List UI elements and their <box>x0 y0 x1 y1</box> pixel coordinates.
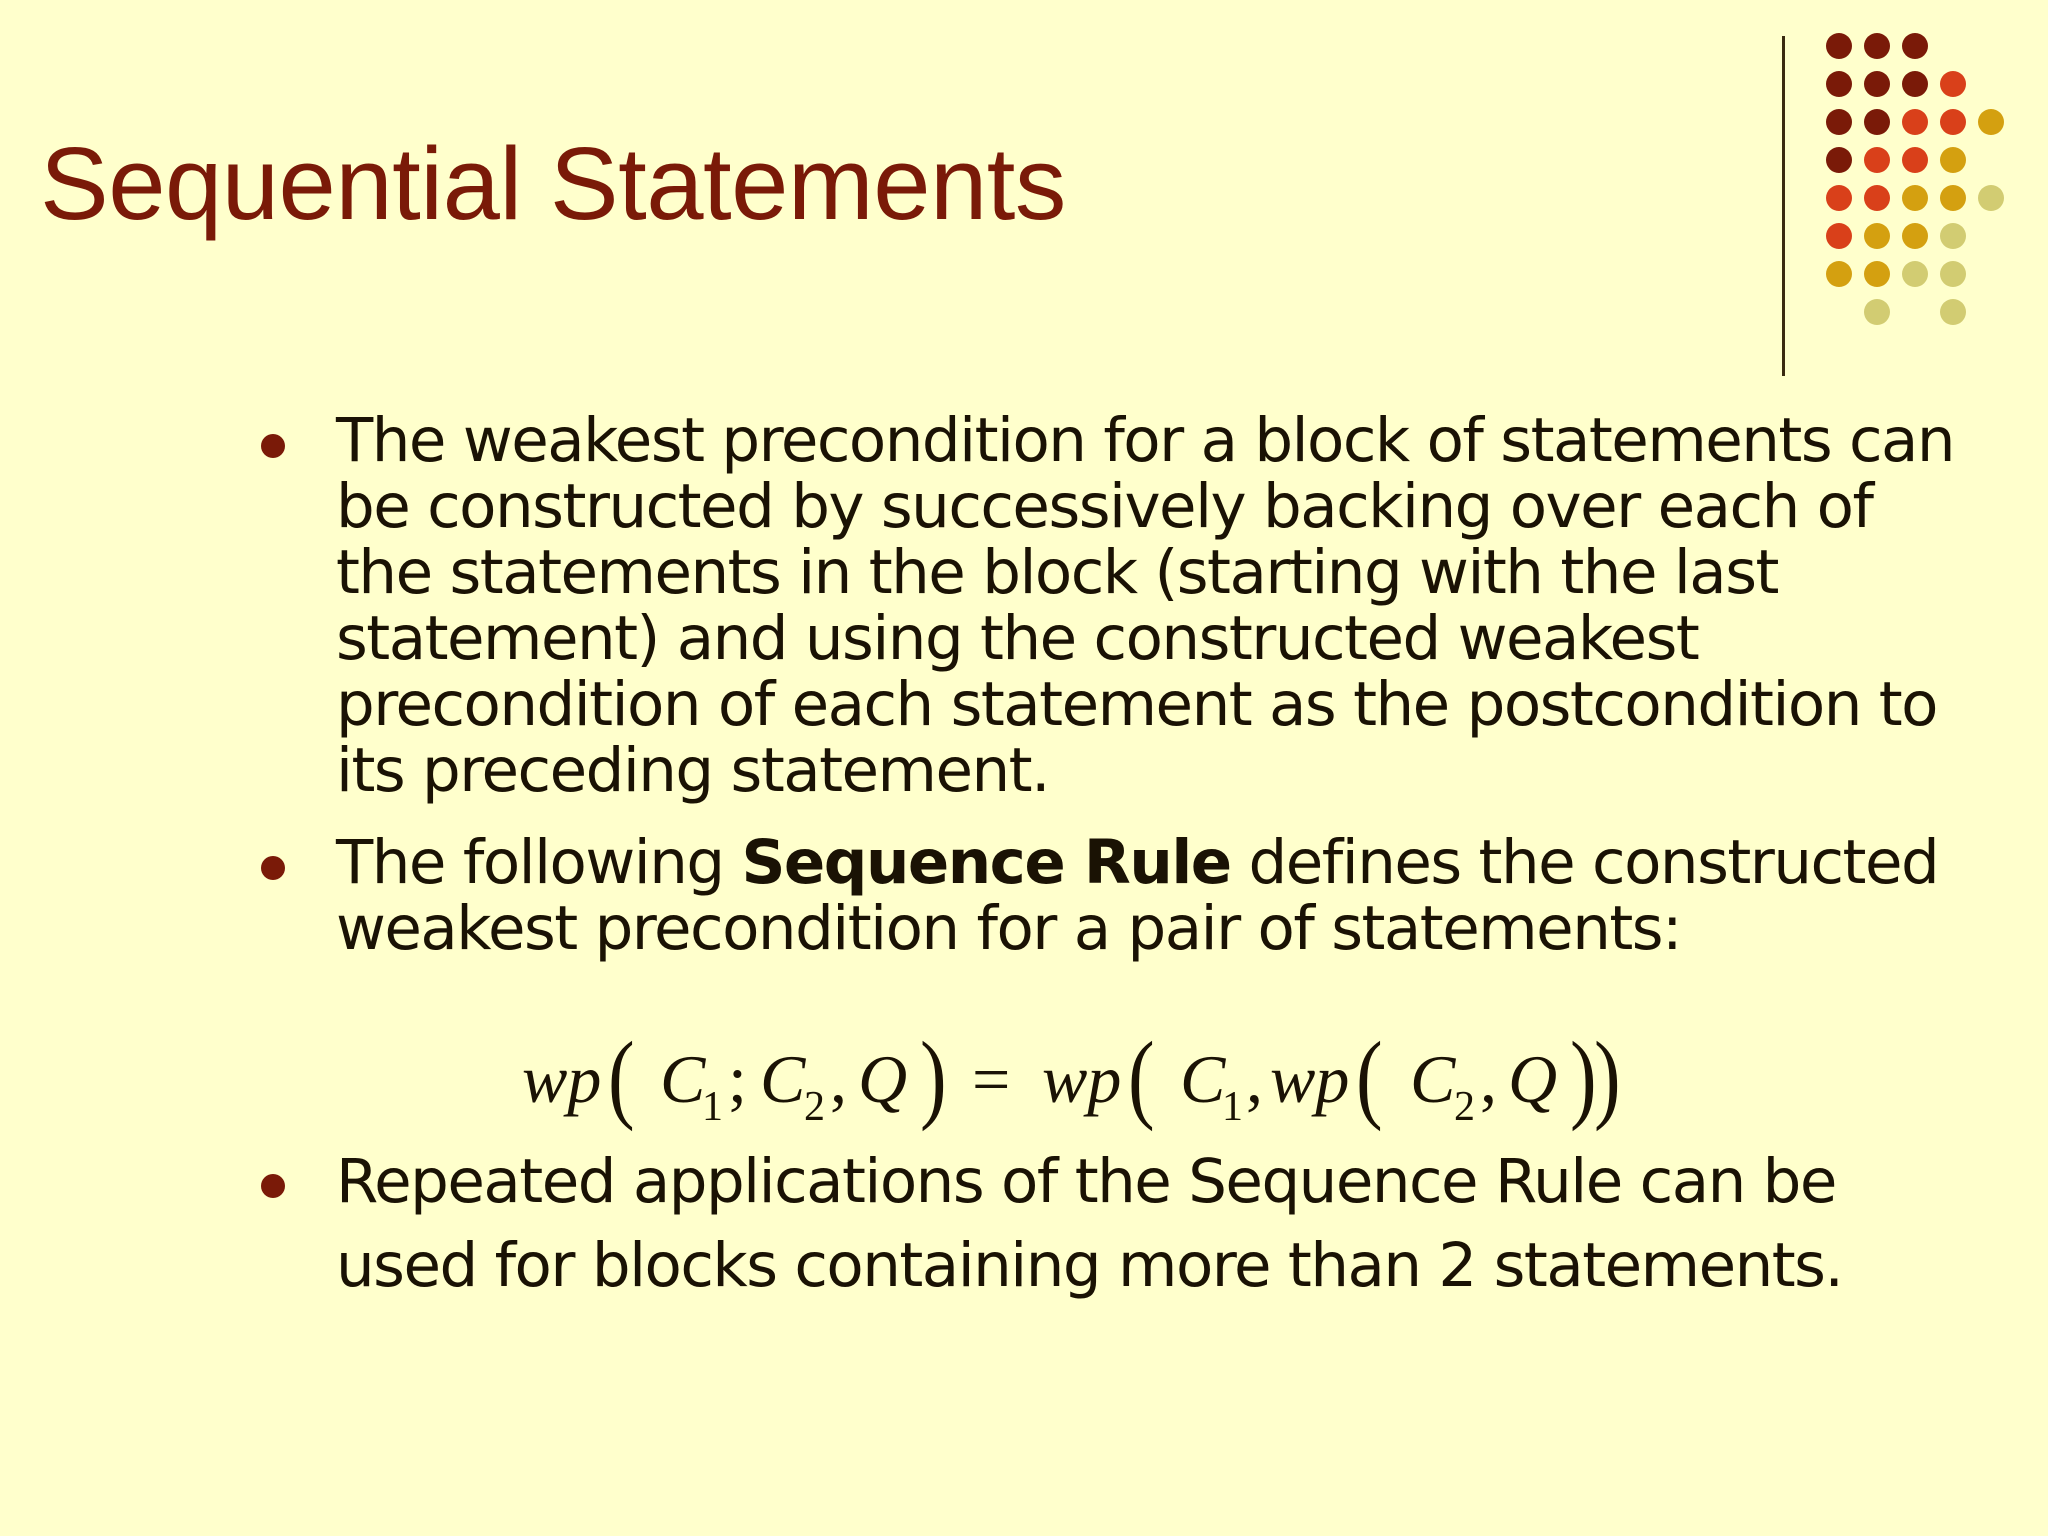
formula-paren: ( <box>608 1030 635 1133</box>
deco-dot <box>1826 261 1852 287</box>
formula-rhs-comma2: , <box>1480 1041 1497 1117</box>
deco-dot <box>1826 71 1852 97</box>
formula-lhs-comma: , <box>830 1041 847 1117</box>
formula-paren: ) <box>1594 1030 1621 1133</box>
slide-title: Sequential Statements <box>40 126 1066 241</box>
deco-dot <box>1864 185 1890 211</box>
bullet-dot-icon <box>261 434 285 458</box>
deco-dot <box>1902 185 1928 211</box>
formula-paren: ( <box>1356 1030 1383 1133</box>
deco-dot <box>1902 147 1928 173</box>
formula-lhs-c1-sub: 1 <box>702 1084 723 1130</box>
deco-dot <box>1864 261 1890 287</box>
formula-rhs-c2: C <box>1410 1041 1456 1117</box>
deco-dot <box>1940 147 1966 173</box>
formula-lhs-c2-sub: 2 <box>804 1084 825 1130</box>
deco-dot <box>1978 109 2004 135</box>
formula-lhs-q: Q <box>858 1041 908 1117</box>
formula-rhs-fn: wp <box>1042 1041 1122 1117</box>
deco-dot <box>1864 109 1890 135</box>
deco-dot <box>1864 223 1890 249</box>
bullet-item <box>258 827 1958 964</box>
formula-paren: ) <box>920 1030 947 1133</box>
bullet-text: Repeated applications of the Sequence Rule can be used for blocks containing more than 2 statements. <box>336 1146 1843 1301</box>
deco-dot <box>1940 299 1966 325</box>
formula-paren: ) <box>1570 1030 1597 1133</box>
bullet-text-bold: Sequence Rule <box>741 827 1231 898</box>
bullet-item <box>258 1140 1958 1308</box>
formula-rhs-comma1: , <box>1246 1041 1263 1117</box>
deco-dot <box>1902 33 1928 59</box>
formula-equals: = <box>972 1041 1011 1117</box>
formula-rhs-c1-sub: 1 <box>1222 1084 1243 1130</box>
formula-lhs-c1: C <box>660 1041 706 1117</box>
deco-dot <box>1864 71 1890 97</box>
bullet-dot-icon <box>261 856 285 880</box>
bullet-dot-icon <box>261 1174 285 1198</box>
sequence-rule-formula <box>520 1030 1660 1150</box>
formula-rhs-inner-fn: wp <box>1270 1041 1350 1117</box>
deco-dot <box>1864 147 1890 173</box>
deco-dot <box>1826 223 1852 249</box>
deco-dot <box>1826 185 1852 211</box>
deco-dot <box>1940 185 1966 211</box>
formula-lhs-sep: ; <box>728 1041 747 1117</box>
deco-dot <box>1864 33 1890 59</box>
formula-paren: ( <box>1128 1030 1155 1133</box>
formula-lhs-fn: wp <box>522 1041 602 1117</box>
deco-dot <box>1826 33 1852 59</box>
deco-dot <box>1940 71 1966 97</box>
deco-dot <box>1940 223 1966 249</box>
bullet-text: The weakest precondition for a block of statements can be constructed by successively backing over each of the statements in the block (starting with the last statement) and using the constructed weakest precondition of each statement as the postcondition to its preceding statement. <box>336 405 1955 806</box>
formula-rhs-q: Q <box>1508 1041 1558 1117</box>
decorative-dot-grid <box>0 0 2048 400</box>
deco-dot <box>1826 109 1852 135</box>
deco-dot <box>1902 109 1928 135</box>
deco-dot <box>1940 261 1966 287</box>
deco-dot <box>1902 71 1928 97</box>
bullet-list-continued <box>258 1140 1958 1308</box>
deco-dot <box>1902 261 1928 287</box>
formula-rhs-c1: C <box>1180 1041 1226 1117</box>
deco-dot <box>1940 109 1966 135</box>
deco-dot <box>1864 299 1890 325</box>
bullet-text-prefix: The following <box>336 827 742 898</box>
bullet-text-suffix: defines the constructed weakest precondition for a pair of statements: <box>336 827 1939 964</box>
deco-dot <box>1826 147 1852 173</box>
deco-dot <box>1978 185 2004 211</box>
formula-rhs-c2-sub: 2 <box>1454 1084 1475 1130</box>
bullet-list <box>258 405 1958 964</box>
formula-lhs-c2: C <box>760 1041 806 1117</box>
deco-dot <box>1902 223 1928 249</box>
bullet-item <box>258 405 1958 806</box>
